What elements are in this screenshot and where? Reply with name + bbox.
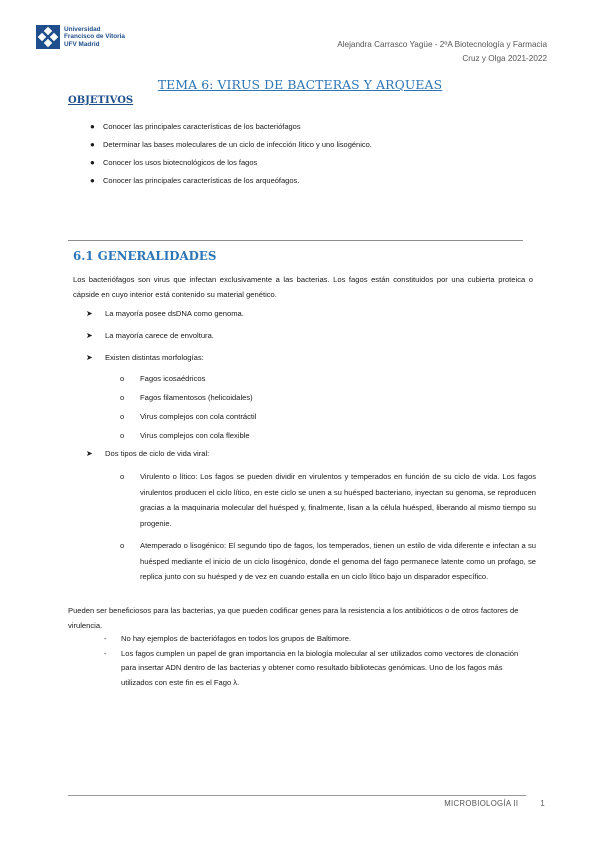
page-header-info — [337, 38, 547, 66]
circle-bullet-icon: o — [120, 412, 125, 421]
objective-item: ● Determinar las bases moleculares de un ciclo de infección lítico y uno lisogénico. — [90, 140, 372, 149]
objective-item: ● Conocer las principales características de los bacteriófagos — [90, 122, 301, 131]
logo-line: Universidad — [64, 26, 101, 34]
author-line: Alejandra Carrasco Yagüe - 2ºA Biotecnología y Farmacia — [337, 40, 547, 49]
dash-bullet-icon: - — [104, 634, 107, 643]
arrow-bullet-icon: ➤ — [86, 449, 93, 458]
objectives-list — [90, 121, 420, 193]
morphology-list — [120, 373, 540, 442]
bullet-icon: ● — [90, 140, 95, 149]
section-heading: 6.1 GENERALIDADES — [73, 249, 217, 263]
footer-divider — [68, 795, 526, 796]
cycle-item: o Atemperado o lisogénico: El segundo tipo de fagos, los temperados, tienen un estilo de vida diferente e infectan a su huésped mediante el inicio de un ciclo lisogénico, donde el genoma del fago permanece latente como un profago, se replica junto con su huésped y de vez en cuando estalla en un ciclo lítico bajo un disparador específico. — [120, 538, 536, 585]
page-footer — [444, 799, 545, 808]
logo-line: Francisco de Vitoria — [64, 33, 125, 41]
bullet-icon: ● — [90, 158, 95, 167]
circle-bullet-icon: o — [120, 374, 125, 383]
benefit-paragraph: Pueden ser beneficiosos para las bacterias, ya que pueden codificar genes para la resistencia a los antibióticos o de otros factores de virulencia. — [68, 606, 519, 630]
circle-bullet-icon: o — [120, 472, 125, 481]
point-item: ➤ La mayoría posee dsDNA como genoma. — [86, 309, 244, 318]
cycle-item: o Virulento o lítico: Los fagos se pueden dividir en virulentos y temperados en función de su ciclo de vida. Los fagos virulentos producen el ciclo lítico, en este ciclo se unen a su huésped bacteriano, inyectan su genoma, se reproducen gracias a la maquinaria molecular del huésped y, finalmente, lisan a la célula huésped, liberando al mismo tiempo su progenie. — [120, 469, 536, 531]
point-item: ➤ La mayoría carece de envoltura. — [86, 331, 214, 340]
bullet-icon: ● — [90, 176, 95, 185]
objectives-heading: OBJETIVOS — [68, 95, 134, 106]
dash-list — [101, 632, 531, 690]
cycles-point-list — [86, 448, 536, 460]
dash-bullet-icon: - — [104, 648, 107, 658]
bullet-icon: ● — [90, 122, 95, 131]
points-list — [86, 308, 536, 364]
logo-text — [64, 26, 125, 48]
morphology-item: o Virus complejos con cola flexible — [120, 431, 250, 440]
point-item: ➤ Dos tipos de ciclo de vida viral: — [86, 449, 210, 458]
section-divider — [68, 240, 523, 241]
circle-bullet-icon: o — [120, 393, 125, 402]
objective-item: ● Conocer las principales características de los arqueófagos. — [90, 176, 300, 185]
morphology-item: o Virus complejos con cola contráctil — [120, 412, 257, 421]
page-number: 1 — [540, 799, 545, 808]
source-line: Cruz y Olga 2021-2022 — [462, 54, 547, 63]
ufv-logo-icon — [36, 25, 60, 49]
footer-subject: MICROBIOLOGÍA II — [444, 799, 519, 808]
arrow-bullet-icon: ➤ — [86, 331, 93, 340]
objective-item: ● Conocer los usos biotecnológicos de los fagos — [90, 158, 258, 167]
point-item: ➤ Existen distintas morfologías: — [86, 353, 204, 362]
morphology-item: o Fagos filamentosos (helicoidales) — [120, 393, 253, 402]
intro-paragraph: Los bacteriófagos son virus que infectan exclusivamente a las bacterias. Los fagos están constituidos por una cubierta proteica o cápside en cuyo interior está contenido su material genético. — [73, 275, 533, 299]
dash-item: - No hay ejemplos de bacteriófagos en todos los grupos de Baltimore. — [101, 632, 531, 647]
logo-line: UFV Madrid — [64, 40, 100, 48]
document-title: TEMA 6: VIRUS DE BACTERAS Y ARQUEAS — [157, 77, 443, 92]
dash-item: - Los fagos cumplen un papel de gran importancia en la biología molecular al ser utilizados como vectores de clonación para insertar ADN dentro de las bacterias y obtener como resultado bibliotecas genómicas. Uno de los fagos más utilizados con este fin es el Fago λ. — [104, 648, 519, 687]
circle-bullet-icon: o — [120, 431, 125, 440]
arrow-bullet-icon: ➤ — [86, 309, 93, 318]
circle-bullet-icon: o — [120, 541, 125, 550]
morphology-item: o Fagos icosaédricos — [120, 374, 206, 383]
university-logo — [36, 25, 125, 49]
arrow-bullet-icon: ➤ — [86, 353, 93, 362]
cycles-list — [120, 469, 536, 585]
